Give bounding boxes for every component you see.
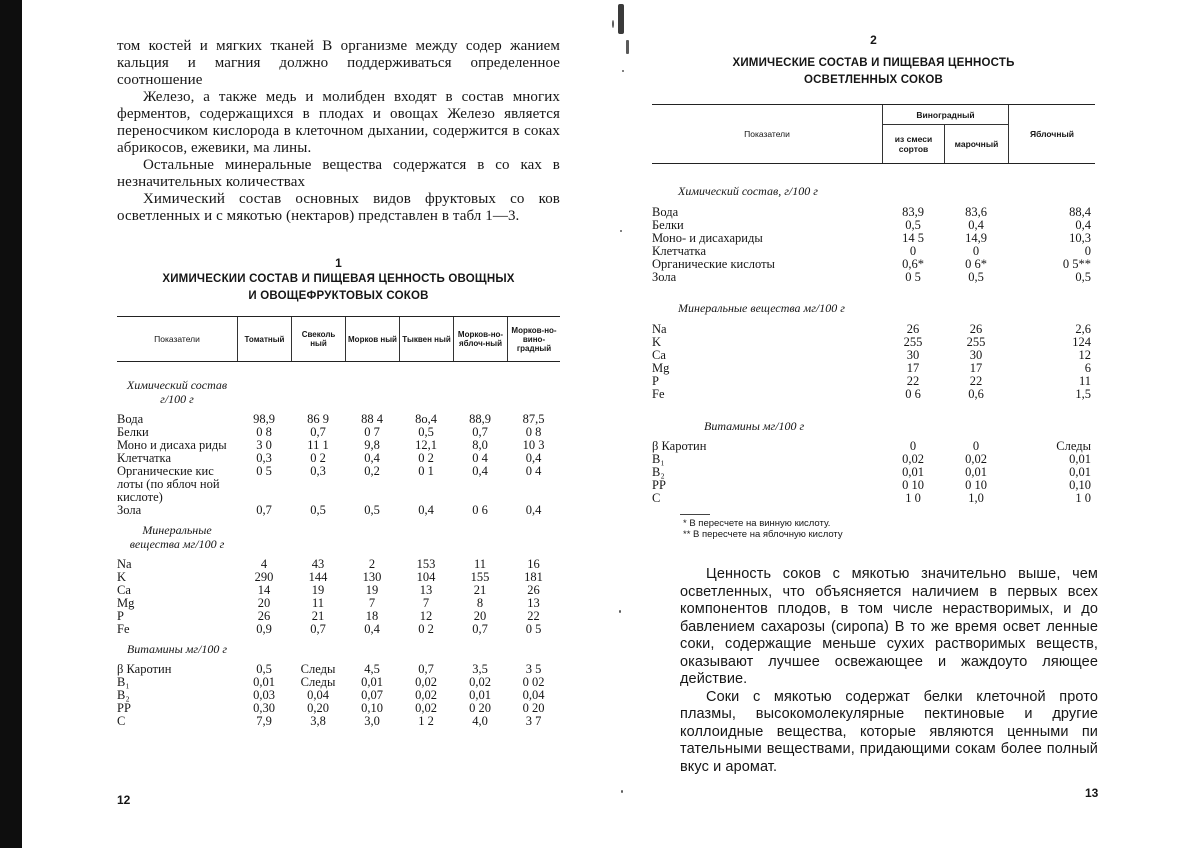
row-label: Вода [652, 205, 679, 219]
table-cell: 3 5 [525, 662, 542, 676]
table-row [652, 362, 1095, 375]
table-cell: 0,30 [253, 701, 275, 715]
table-cell: 0 1 [418, 464, 434, 478]
paragraph: том костей и мягких тканей В организме между содер жанием кальция и магния должно поддерживаться определенное соотношение [117, 38, 560, 88]
table-cell: 17 [969, 361, 983, 375]
table-title-line: ХИМИЧЕСКИЕ СОСТАВ И ПИЩЕВАЯ ЦЕННОСТЬ [732, 57, 1015, 69]
paragraph: Остальные минеральные вещества содержатся в со ках в незначительных количествах [117, 157, 560, 190]
table-cell: 0,02 [415, 675, 437, 689]
row-label: Na [117, 557, 132, 571]
row-label: Органические кислоты [652, 257, 775, 271]
table-cell: 0,6* [902, 257, 924, 271]
scan-edge-strip [0, 0, 22, 848]
table-2-body [652, 185, 1095, 505]
table-row [117, 504, 560, 517]
section-title: Минеральные вещества мг/100 г [129, 523, 225, 551]
column-header: Морков ный [345, 317, 399, 361]
table-1-body [117, 362, 560, 728]
table-cell: 255 [903, 335, 923, 349]
table-cell: 7,9 [256, 714, 272, 728]
table-cell: 98,9 [253, 412, 275, 426]
table-cell: 11 1 [307, 438, 329, 452]
table-row [652, 466, 1095, 479]
table-cell: 0 20 [469, 701, 491, 715]
table-cell: 0,7 [310, 622, 326, 636]
table-2-title [652, 55, 1095, 89]
section-title: Витамины мг/100 г [704, 419, 805, 433]
table-cell: 3 0 [256, 438, 272, 452]
section-title: Химический состав г/100 г [126, 378, 228, 406]
table-cell: 0 2 [310, 451, 326, 465]
right-prose [680, 566, 1098, 776]
row-label: β Каротин [117, 662, 172, 676]
table-cell: 0,3 [310, 464, 326, 478]
table-1-title [117, 271, 560, 305]
column-header: Яблочный [1008, 105, 1095, 163]
table-cell: 17 [906, 361, 920, 375]
table-cell: 0,6 [968, 387, 984, 401]
table-cell: 14 [257, 583, 271, 597]
table-cell: 0,7 [472, 425, 488, 439]
table-row [117, 465, 560, 504]
table-cell: 19 [365, 583, 379, 597]
table-cell: 2 [368, 557, 376, 571]
table-cell: 2,6 [1075, 322, 1091, 336]
table-cell: 30 [906, 348, 920, 362]
table-cell: 0 6 [472, 503, 488, 517]
table-cell: 0 6 [905, 387, 921, 401]
row-label: C [117, 714, 126, 728]
row-label: B₁ [117, 675, 130, 689]
column-header: Свеколь ный [291, 317, 345, 361]
table-cell: 13 [419, 583, 433, 597]
table-cell: 22 [527, 609, 540, 623]
table-cell: 26 [969, 322, 983, 336]
table-cell: 0,4 [525, 451, 542, 465]
table-cell: 0,4 [418, 503, 434, 517]
table-cell: 1 0 [1075, 491, 1091, 505]
table-row [117, 439, 560, 452]
table-cell: 88 4 [361, 412, 383, 426]
table-row [652, 440, 1095, 453]
table-cell: 0 02 [522, 675, 545, 689]
table-cell: 155 [470, 570, 490, 584]
table-cell: 0 10 [965, 478, 987, 492]
row-label: Клетчатка [652, 244, 706, 258]
row-label: P [117, 609, 124, 623]
table-1-header [117, 316, 560, 362]
table-cell: 16 [527, 557, 540, 571]
table-cell: 0,5 [256, 662, 272, 676]
table-cell: 30 [969, 348, 983, 362]
table-cell: 0 [972, 244, 980, 258]
table-cell: 0,02 [469, 675, 491, 689]
table-cell: 153 [416, 557, 436, 571]
table-cell: 8 [476, 596, 484, 610]
table-cell: 0,5 [310, 503, 326, 517]
table-cell: 88,4 [1069, 205, 1091, 219]
table-cell: 0,03 [253, 688, 275, 702]
table-cell: 6 [1084, 361, 1091, 375]
column-header: Показатели [154, 333, 200, 344]
table-2-number: 2 [870, 33, 877, 47]
table-cell: 0,9 [256, 622, 272, 636]
table-cell: 0,4 [364, 451, 380, 465]
table-cell: 124 [1072, 335, 1091, 349]
table-row [652, 453, 1095, 466]
row-label: Органические кис лоты (по яблоч ной кислоте) [117, 464, 220, 504]
page-number: 13 [1085, 786, 1099, 800]
table-cell: 0,5 [968, 270, 984, 284]
table-cell: 1,5 [1075, 387, 1091, 401]
table-row [652, 349, 1095, 362]
table-cell: 0 7 [364, 425, 380, 439]
table-cell: 13 [527, 596, 540, 610]
right-page [605, 0, 1200, 848]
table-cell: Следы [1056, 439, 1091, 453]
table-cell: 0,5 [364, 503, 380, 517]
paragraph: Железо, а также медь и молибден входят в состав многих ферментов, содержащихся в плодах и овощах Железо является переносчиком кислорода в клеточном дыхании, содержится в соках абрикосов, ежевики, ма лины. [117, 89, 560, 156]
table-cell: 22 [969, 374, 983, 388]
table-cell: 290 [254, 570, 274, 584]
table-row [652, 206, 1095, 219]
table-row [117, 715, 560, 728]
row-label: Na [652, 322, 667, 336]
row-label: Клетчатка [117, 451, 171, 465]
table-cell: 18 [365, 609, 379, 623]
table-cell: 0,02 [415, 701, 437, 715]
table-cell: 0,7 [472, 622, 488, 636]
table-row [117, 623, 560, 636]
table-cell: 83,6 [965, 205, 987, 219]
table-row [652, 375, 1095, 388]
table-cell: 88,9 [469, 412, 491, 426]
table-cell: 0 2 [418, 622, 434, 636]
table-cell: 144 [308, 570, 328, 584]
table-cell: 0 4 [525, 464, 542, 478]
table-cell: 14 5 [902, 231, 924, 245]
page-number: 12 [117, 793, 131, 807]
table-cell: 0,10 [361, 701, 383, 715]
table-cell: 0 5** [1062, 257, 1091, 271]
table-cell: 12 [1078, 348, 1091, 362]
table-cell: Следы [300, 662, 336, 676]
table-cell: 3,5 [472, 662, 488, 676]
table-row [652, 258, 1095, 271]
table-row [117, 689, 560, 702]
row-label: Моно- и дисахариды [652, 231, 763, 245]
table-row [652, 271, 1095, 284]
table-cell: 0,4 [472, 464, 488, 478]
row-label: C [652, 491, 661, 505]
table-2-footnotes [683, 518, 843, 540]
section-title: Минеральные вещества мг/100 г [678, 301, 845, 315]
table-row [117, 663, 560, 676]
table-row [117, 676, 560, 689]
table-row [117, 597, 560, 610]
table-cell: 3 7 [525, 714, 542, 728]
table-cell: 19 [311, 583, 325, 597]
column-header: из смеси сортов [882, 125, 944, 163]
table-row [652, 336, 1095, 349]
table-cell: 0,4 [1075, 218, 1091, 232]
table-title-line: И ОВОЩЕФРУКТОВЫХ СОКОВ [248, 290, 429, 302]
row-label: K [652, 335, 662, 349]
paragraph: Ценность соков с мякотью значительно выше, чем осветленных, что объясняется наличием в первых всех компонентов плодов, в том числе нерастворимых, и до бавлением сахарозы (сиропа) В то же время освет ленные соки, содержащие меньше сухих растворимых веществ, оказывают лучшее освежающее и жаждоуто ляющее действие. [680, 566, 1098, 687]
row-label: K [117, 570, 127, 584]
row-label: Вода [117, 412, 144, 426]
table-row [117, 702, 560, 715]
table-cell: 0,01 [361, 675, 383, 689]
table-cell: 26 [257, 609, 271, 623]
table-cell: 12 [419, 609, 433, 623]
table-cell: 14,9 [965, 231, 987, 245]
row-label: B₁ [652, 452, 665, 466]
column-header: марочный [944, 125, 1008, 163]
table-cell: 130 [362, 570, 382, 584]
table-cell: 0,02 [965, 452, 987, 466]
table-title-line: ХИМИЧЕСКИИ СОСТАВ И ПИЩЕВАЯ ЦЕННОСТЬ ОВОЩНЫХ [162, 273, 515, 285]
table-cell: 0 4 [472, 451, 488, 465]
table-cell: 0,02 [415, 688, 437, 702]
table-cell: 0,10 [1069, 478, 1091, 492]
row-label: B₂ [652, 465, 665, 479]
table-cell: 255 [966, 335, 986, 349]
row-label: Белки [652, 218, 684, 232]
table-cell: 3,8 [310, 714, 326, 728]
table-cell: 0 8 [525, 425, 542, 439]
table-cell: 0,4 [968, 218, 984, 232]
table-cell: 43 [311, 557, 325, 571]
table-cell: 12,1 [415, 438, 437, 452]
table-cell: 0 20 [522, 701, 545, 715]
row-label: P [652, 374, 659, 388]
table-row [117, 584, 560, 597]
table-cell: 0,01 [1069, 465, 1091, 479]
table-cell: 0,5 [905, 218, 921, 232]
table-1 [117, 316, 560, 728]
table-cell: 0 [909, 244, 917, 258]
table-cell: 1,0 [968, 491, 984, 505]
table-cell: 20 [257, 596, 271, 610]
table-cell: 20 [473, 609, 487, 623]
table-row [117, 413, 560, 426]
table-2-header [652, 104, 1095, 164]
table-cell: 11 [1078, 374, 1091, 388]
table-cell: 0,07 [361, 688, 383, 702]
column-header: Морков-но-яблоч-ный [453, 317, 507, 361]
table-cell: 3,0 [364, 714, 380, 728]
section-title: Витамины мг/100 г [126, 642, 228, 656]
table-cell: 7 [422, 596, 430, 610]
table-cell: 21 [311, 609, 325, 623]
table-cell: 22 [906, 374, 920, 388]
table-cell: 4,0 [472, 714, 488, 728]
table-cell: 10 3 [522, 438, 545, 452]
column-header: Морков-но-вино-градный [507, 317, 560, 361]
table-row [117, 571, 560, 584]
table-cell: 26 [906, 322, 920, 336]
table-row [117, 558, 560, 571]
row-label: β Каротин [652, 439, 707, 453]
column-header: Тыквен ный [399, 317, 453, 361]
row-label: Зола [652, 270, 677, 284]
table-cell: 0,01 [902, 465, 924, 479]
table-cell: 0,7 [256, 503, 272, 517]
table-cell: 0,04 [522, 688, 545, 702]
table-1-number: 1 [335, 256, 342, 270]
table-cell: 4,5 [364, 662, 380, 676]
table-row [652, 323, 1095, 336]
table-cell: 0,01 [965, 465, 987, 479]
footnote-rule [680, 514, 710, 515]
row-label: PP [117, 701, 131, 715]
table-cell: 104 [416, 570, 436, 584]
table-cell: 0,5 [1075, 270, 1091, 284]
table-cell: 0,7 [310, 425, 326, 439]
table-cell: 0 5 [525, 622, 542, 636]
table-cell: 0 [972, 439, 980, 453]
table-cell: 0,4 [364, 622, 380, 636]
table-cell: 26 [527, 583, 540, 597]
table-cell: 0 6* [965, 257, 987, 271]
table-row [652, 232, 1095, 245]
table-cell: 9,8 [364, 438, 380, 452]
table-cell: 8о,4 [415, 412, 437, 426]
table-cell: 0,04 [307, 688, 329, 702]
column-header: Показатели [744, 129, 790, 139]
left-page [22, 0, 600, 848]
table-cell: 0 [909, 439, 917, 453]
table-cell: 0,7 [418, 662, 434, 676]
table-cell: 0,5 [418, 425, 434, 439]
table-cell: 0 2 [418, 451, 434, 465]
table-cell: 0,2 [364, 464, 380, 478]
table-cell: 0 8 [256, 425, 272, 439]
table-cell: 0,02 [902, 452, 924, 466]
table-cell: 0,01 [253, 675, 275, 689]
column-header: Томатный [237, 317, 291, 361]
table-2 [652, 104, 1095, 505]
table-cell: 7 [368, 596, 376, 610]
row-label: Mg [652, 361, 670, 375]
table-title-line: ОСВЕТЛЕННЫХ СОКОВ [803, 74, 944, 86]
table-cell: 1 0 [905, 491, 921, 505]
table-cell: 10,3 [1069, 231, 1091, 245]
table-cell: 86 9 [307, 412, 329, 426]
paragraph: Химический состав основных видов фруктовых со ков осветленных и с мякотью (нектаров) представлен в табл 1—3. [117, 191, 560, 224]
table-row [652, 388, 1095, 401]
table-cell: 0,01 [469, 688, 491, 702]
row-label: B₂ [117, 688, 130, 702]
row-label: Зола [117, 503, 142, 517]
section-title: Химический состав, г/100 г [678, 184, 818, 198]
table-cell: 87,5 [522, 412, 545, 426]
left-prose [117, 38, 560, 225]
table-row [652, 492, 1095, 505]
paragraph: Соки с мякотью содержат белки клеточной прото плазмы, высокомолекулярные пектиновые и другие коллоидные вещества, которые являются ценными пи тательными веществами, придающими сокам более полный вкус и аромат. [680, 688, 1098, 775]
table-cell: 0 [1084, 244, 1091, 258]
row-label: Fe [652, 387, 665, 401]
table-cell: 11 [311, 596, 325, 610]
footnote: ** В пересчете на яблочную кислоту [683, 529, 843, 540]
row-label: PP [652, 478, 666, 492]
row-label: Mg [117, 596, 135, 610]
table-cell: 0 5 [256, 464, 272, 478]
table-row [117, 610, 560, 623]
table-cell: 0,01 [1069, 452, 1091, 466]
row-label: Ca [117, 583, 131, 597]
table-cell: 21 [473, 583, 487, 597]
table-cell: 181 [524, 570, 543, 584]
table-row [652, 479, 1095, 492]
table-cell: 1 2 [418, 714, 434, 728]
table-cell: 0 10 [902, 478, 924, 492]
table-cell: 8,0 [472, 438, 488, 452]
row-label: Моно и дисаха риды [117, 438, 227, 452]
row-label: Ca [652, 348, 666, 362]
table-cell: 4 [260, 557, 268, 571]
table-cell: 0,4 [525, 503, 542, 517]
table-cell: 0,3 [256, 451, 272, 465]
row-label: Белки [117, 425, 149, 439]
table-cell: 0,20 [307, 701, 329, 715]
table-cell: 11 [473, 557, 487, 571]
row-label: Fe [117, 622, 130, 636]
table-cell: 0 5 [905, 270, 921, 284]
footnote: * В пересчете на винную кислоту. [683, 518, 831, 529]
table-cell: Следы [300, 675, 336, 689]
column-group-header: Виноградный [882, 105, 1008, 125]
table-cell: 83,9 [902, 205, 924, 219]
